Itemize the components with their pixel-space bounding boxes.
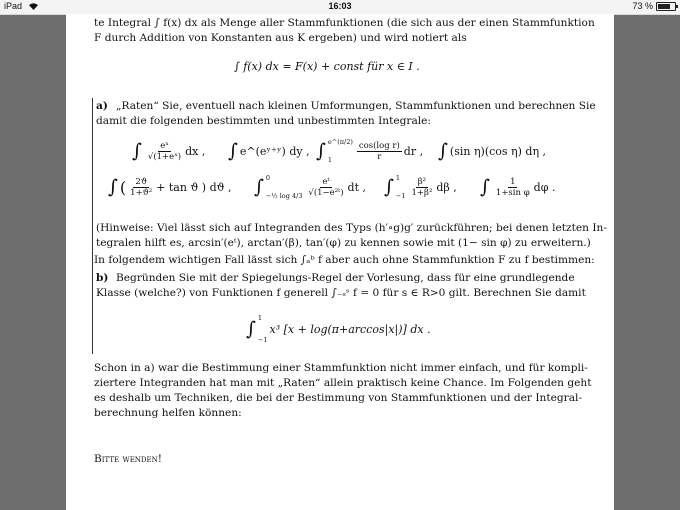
closing-line-3: es deshalb um Techniken, die bei der Bestimmung von Stammfunktionen und der Integral- — [94, 392, 583, 404]
hint-line-1: (Hinweise: Viel lässt sich auf Integranden des Typs (h′∘g)g′ zurückführen; bei denen letzten In- — [96, 222, 607, 234]
part-b-label: b) — [96, 272, 109, 284]
part-a-line-1: „Raten“ Sie, eventuell nach kleinen Umformungen, Stammfunktionen und berechnen Sie — [116, 100, 596, 112]
part-b-line-2: Klasse (welche?) von Funktionen f generell ∫₋ₛˢ f = 0 für s ∈ R>0 gilt. Berechnen Sie damit — [96, 287, 586, 299]
battery-status — [632, 1, 676, 11]
closing-line-1: Schon in a) war die Bestimmung einer Stammfunktion nicht immer einfach, und für kompli- — [94, 362, 588, 374]
part-a-line-2: damit die folgenden bestimmten und unbestimmten Integrale: — [96, 115, 432, 127]
please-turn-over: Bitte wenden! — [94, 453, 163, 465]
integral-6: ∫ 0 −½ log 4/3 $\frac{\text{eᵗ}}{\text{√(1−e²ᵗ)}}$ dt , — [254, 174, 366, 200]
intro-formula: ∫ f(x) dx = F(x) + const für x ∈ I . — [234, 60, 420, 73]
status-bar — [0, 0, 680, 15]
battery-percent: 73 % — [632, 1, 653, 11]
part-a-label: a) — [96, 100, 108, 112]
hint-line-2: tegralen hilft es, arcsin′(eᵗ), arctan′(β), tan′(φ) zu kennen sowie mit (1− sin φ) zu erweitern.) — [96, 237, 591, 249]
integral-8: ∫ $\frac{1}{\text{1+sin φ}}$ dφ . — [480, 176, 556, 198]
integral-2: ∫ e^(eʸ⁺ʸ) dy , — [228, 140, 310, 162]
integral-7: ∫ 1 −1 $\frac{\text{β²}}{\text{1+β²}}$ dβ , — [384, 174, 457, 200]
part-b-integral: ∫ 1 −1 x³ [x + log(π+arccos|x|)] dx . — [246, 314, 431, 344]
device-label: iPad — [4, 1, 38, 11]
closing-line-4: berechnung helfen können: — [94, 407, 242, 419]
part-b-line-1: Begründen Sie mit der Spiegelungs-Regel der Vorlesung, dass für eine grundlegende — [116, 272, 575, 284]
integral-5: ∫ ( $\frac{2ϑ}{\text{1+ϑ²}}$ + tan ϑ ) dϑ , — [108, 176, 232, 198]
intro-line-2: F durch Addition von Konstanten aus K ergeben) und wird notiert als — [94, 32, 467, 44]
integral-4: ∫ (sin η)(cos η) dη , — [438, 140, 547, 162]
transition-line: In folgendem wichtigen Fall lässt sich ∫ₐᵇ f aber auch ohne Stammfunktion F zu f bestimmen: — [94, 254, 595, 266]
intro-line-1: te Integral ∫ f(x) dx als Menge aller Stammfunktionen (die sich aus der einen Stammfunktion — [94, 17, 595, 29]
part-a-margin-bar — [92, 98, 93, 276]
document-page[interactable] — [66, 14, 614, 510]
closing-line-2: ziertere Integranden hat man mit „Raten“ allein praktisch keine Chance. Im Folgenden geht — [94, 377, 592, 389]
battery-icon — [656, 2, 676, 11]
integral-3: ∫ e^(π/2) 1 $\frac{\text{cos(log r)}}{r}$ dr , — [316, 138, 424, 164]
clock: 16:03 — [328, 1, 352, 11]
part-b-margin-bar — [92, 272, 93, 354]
integral-1: ∫ $\frac{\text{eˣ}}{\text{√(1+eˣ)}}$ dx , — [132, 140, 206, 162]
